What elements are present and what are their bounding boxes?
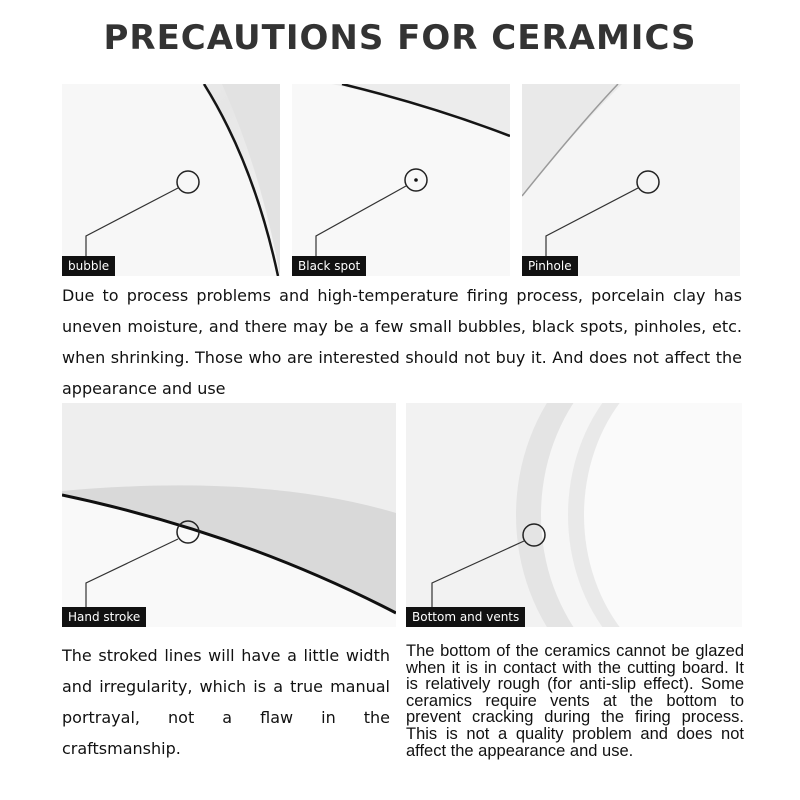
hand-stroke-label: Hand stroke xyxy=(62,607,146,627)
black-spot-illustration xyxy=(292,84,510,276)
pinhole-illustration xyxy=(522,84,740,276)
pinhole-label: Pinhole xyxy=(522,256,578,276)
bottom-and-vents-photo xyxy=(406,403,742,627)
pinhole-photo xyxy=(522,84,740,276)
bubble-photo xyxy=(62,84,280,276)
bottom-and-vents-label: Bottom and vents xyxy=(406,607,525,627)
black-spot-label: Black spot xyxy=(292,256,366,276)
bubble-illustration xyxy=(62,84,280,276)
bottom-and-vents-illustration xyxy=(406,403,742,627)
page-title: PRECAUTIONS FOR CERAMICS xyxy=(103,18,697,58)
hand-stroke-photo xyxy=(62,403,396,627)
hand-stroke-description: The stroked lines will have a little width and irregularity, which is a true manual portrayal, not a flaw in the craftsmanship. xyxy=(62,646,390,758)
hand-stroke-illustration xyxy=(62,403,396,627)
bubble-label: bubble xyxy=(62,256,115,276)
black-spot-photo xyxy=(292,84,510,276)
defects-description: Due to process problems and high-temperature firing process, porcelain clay has uneven moisture, and there may be a few small bubbles, black spots, pinholes, etc. when shrinking. Those who are interested should not buy it. And does not affect the appearance and use xyxy=(62,286,742,398)
bottom-description: The bottom of the ceramics cannot be glazed when it is in contact with the cutting board. It is relatively rough (for anti-slip effect). Some ceramics require vents at the bottom to prevent cracking during the firing process. This is not a quality problem and does not affect the appearance and use. xyxy=(406,642,744,760)
